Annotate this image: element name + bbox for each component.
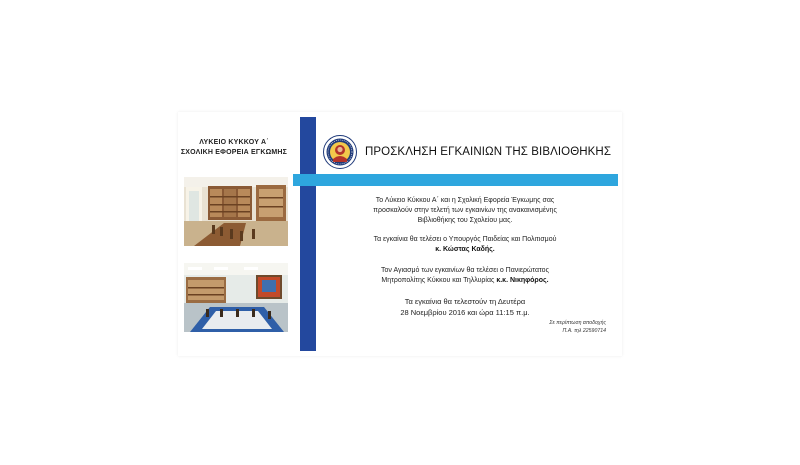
dark-blue-bar [300,117,316,351]
p3-line-1: Τον Αγιασμό των εγκαινίων θα τελέσει ο Πανιερώτατος [381,267,549,274]
school-name: ΛΥΚΕΙΟ ΚΥΚΚΟΥ Α΄ [199,139,269,146]
school-board: ΣΧΟΛΙΚΗ ΕΦΟΡΕΙΑ ΕΓΚΩΜΗΣ [180,149,288,156]
rsvp-note [549,319,606,335]
invitation-title: ΠΡΟΣΚΛΗΣΗ ΕΓΚΑΙΝΙΩΝ ΤΗΣ ΒΙΒΛΙΟΘΗΚΗΣ [365,146,612,158]
invitation-paragraph-2 [330,235,600,255]
p1-line-2: προσκαλούν στην τελετή των εγκαινίων της ανακαινισμένης [373,207,557,214]
minister-name: κ. Κώστας Καδής. [435,246,495,253]
p2-line-1: Τα εγκαίνια θα τελέσει ο Υπουργός Παιδείας και Πολιτισμού [373,236,557,243]
library-photo-bottom [184,263,288,332]
metropolitan-name: κ.κ. Νικηφόρος. [496,277,549,284]
invitation-paragraph-4 [330,296,600,318]
p4-line-2: 28 Νοεμβρίου 2016 και ώρα 11:15 π.μ. [400,308,530,317]
rsvp-line-1: Σε περίπτωση αποδοχής [549,320,606,326]
rsvp-line-2: Π.Α. τηλ 22590714 [562,328,606,334]
p3-line-2: Μητροπολίτης Κύκκου και Τηλλυρίας [381,277,497,284]
p1-line-3: Βιβλιοθήκης του Σχολείου μας. [417,217,513,224]
invitation-paragraph-3 [330,266,600,286]
light-blue-bar [293,174,618,186]
school-heading [178,138,290,158]
p4-line-1: Τα εγκαίνια θα τελεστούν τη Δευτέρα [404,297,526,306]
invitation-paragraph-1 [330,196,600,226]
p1-line-1: Το Λύκειο Κύκκου Α΄ και η Σχολική Εφορεία Έγκωμης σας [375,197,555,204]
school-seal-icon [323,135,357,169]
library-photo-top [184,177,288,246]
